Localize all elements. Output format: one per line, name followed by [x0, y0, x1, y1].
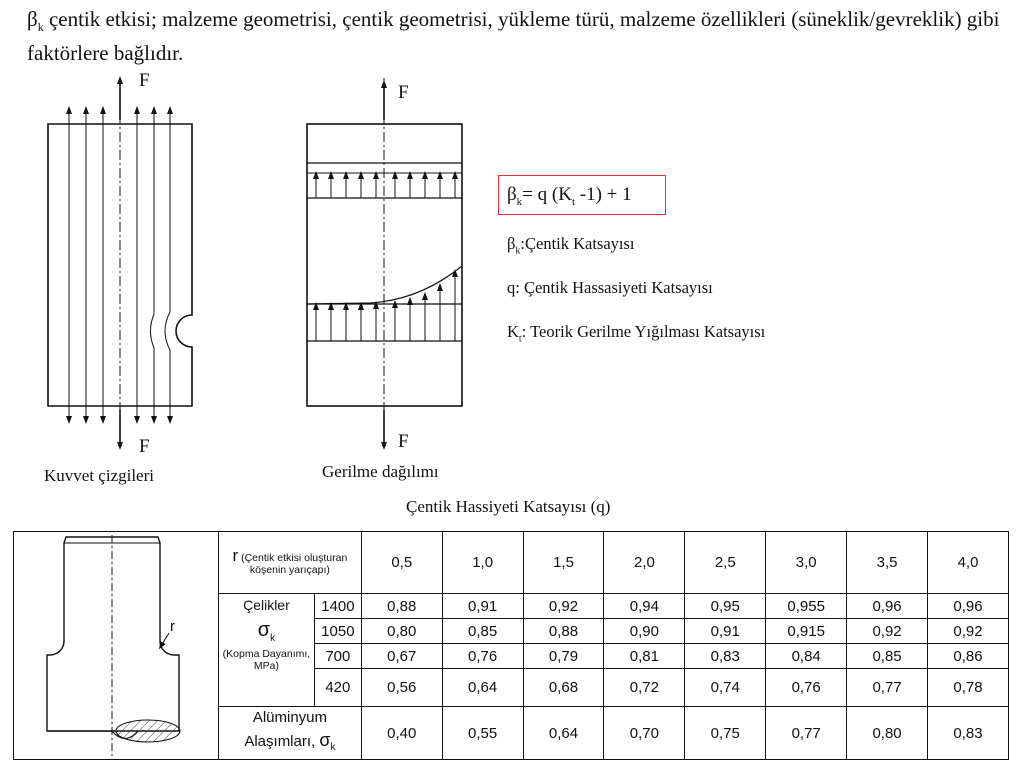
table-cell: 0,96 [928, 594, 1009, 619]
radius-header: 3,0 [766, 532, 847, 594]
table-cell: 0,915 [766, 619, 847, 644]
table-cell: 0,76 [442, 644, 523, 669]
table-cell: 0,70 [604, 707, 685, 760]
shaft-radius-label: r [170, 617, 175, 635]
formula-part-a: = q (K [522, 184, 572, 205]
radius-header-cell [218, 532, 361, 594]
table-cell: 0,78 [928, 669, 1009, 707]
aluminum-label-cell [218, 707, 361, 760]
legend-kt [507, 322, 765, 344]
table-cell: 0,72 [604, 669, 685, 707]
right-force-bottom-label: F [398, 431, 409, 452]
strength-value: 700 [314, 644, 361, 669]
table-cell: 0,88 [361, 594, 442, 619]
strength-note: (Kopma Dayanımı, MPa) [222, 648, 311, 672]
table-cell: 0,77 [766, 707, 847, 760]
table-cell: 0,94 [604, 594, 685, 619]
formula-part-b: -1) + 1 [575, 184, 632, 205]
beta-symbol: β [27, 7, 38, 31]
radius-header: 4,0 [928, 532, 1009, 594]
radius-symbol: r [232, 545, 239, 565]
table-cell: 0,67 [361, 644, 442, 669]
legend-sub: k [515, 245, 521, 257]
table-cell: 0,64 [442, 669, 523, 707]
table-cell: 0,83 [685, 644, 766, 669]
steel-label: Çelikler [243, 597, 290, 613]
table-cell: 0,56 [361, 669, 442, 707]
sigma-symbol: σ [257, 619, 271, 641]
table-cell: 0,76 [766, 669, 847, 707]
legend-text: :Çentik Katsayısı [520, 234, 635, 253]
table-title: Çentik Hassiyeti Katsayısı (q) [406, 497, 611, 516]
intro-text: çentik etkisi; malzeme geometrisi, çentik geometrisi, yükleme türü, malzeme özellikleri (süneklik/gevreklik) gibi faktörlere bağlıdır. [27, 7, 1000, 66]
radius-header: 2,0 [604, 532, 685, 594]
table-cell: 0,68 [523, 669, 604, 707]
table-cell: 0,83 [928, 707, 1009, 760]
notch-sensitivity-table [13, 531, 1009, 760]
table-cell: 0,91 [442, 594, 523, 619]
sigma-subscript: k [270, 633, 276, 644]
radius-header: 1,5 [523, 532, 604, 594]
radius-header: 0,5 [361, 532, 442, 594]
sigma-subscript: k [330, 742, 336, 753]
strength-value: 1050 [314, 619, 361, 644]
formula-beta-sub: k [516, 195, 523, 208]
table-cell: 0,92 [523, 594, 604, 619]
table-cell: 0,80 [847, 707, 928, 760]
stress-distribution-specimen [307, 78, 462, 450]
table-cell: 0,86 [928, 644, 1009, 669]
steel-label-cell [218, 594, 314, 707]
force-lines-specimen [48, 78, 192, 450]
table-cell: 0,79 [523, 644, 604, 669]
table-cell: 0,84 [766, 644, 847, 669]
table-cell: 0,88 [523, 619, 604, 644]
legend-q [507, 278, 713, 298]
table-cell: 0,92 [928, 619, 1009, 644]
table-cell: 0,55 [442, 707, 523, 760]
formula-beta: β [507, 184, 517, 205]
radius-header: 2,5 [685, 532, 766, 594]
right-figure-caption: Gerilme dağılımı [322, 462, 439, 481]
notch-factor-formula [498, 175, 666, 215]
radius-header: 1,0 [442, 532, 523, 594]
legend-beta [507, 234, 635, 256]
left-figure-caption: Kuvvet çizgileri [44, 466, 154, 485]
table-cell: 0,74 [685, 669, 766, 707]
strength-value: 1400 [314, 594, 361, 619]
legend-sub: t [518, 333, 522, 345]
table-cell: 0,40 [361, 707, 442, 760]
aluminum-label-line1: Alüminyum [252, 709, 327, 726]
aluminum-label-line2: Alaşımları, [244, 733, 320, 750]
radius-header: 3,5 [847, 532, 928, 594]
strength-value: 420 [314, 669, 361, 707]
legend-symbol: K [507, 322, 519, 341]
sigma-symbol: σ [319, 730, 331, 750]
left-force-bottom-label: F [139, 436, 150, 457]
formula-kt-sub: t [571, 195, 575, 208]
legend-text: : Çentik Hassasiyeti Katsayısı [515, 278, 713, 297]
right-force-top-label: F [398, 82, 409, 103]
table-cell: 0,80 [361, 619, 442, 644]
legend-symbol: q [507, 278, 516, 297]
table-cell: 0,92 [847, 619, 928, 644]
table-cell: 0,85 [442, 619, 523, 644]
table-header-row [14, 532, 1009, 594]
table-cell: 0,90 [604, 619, 685, 644]
legend-text: : Teorik Gerilme Yığılması Katsayısı [521, 322, 766, 341]
table-cell: 0,64 [523, 707, 604, 760]
table-cell: 0,96 [847, 594, 928, 619]
radius-description: (Çentik etkisi oluşturan köşenin yarıçapı) [238, 551, 348, 576]
left-force-top-label: F [139, 70, 150, 91]
table-cell: 0,91 [685, 619, 766, 644]
beta-subscript: k [37, 20, 44, 35]
legend-symbol: β [507, 234, 516, 253]
table-cell: 0,77 [847, 669, 928, 707]
stepped-shaft-drawing [14, 533, 217, 759]
table-cell: 0,85 [847, 644, 928, 669]
table-cell: 0,75 [685, 707, 766, 760]
shaft-illustration-cell [14, 532, 219, 760]
table-cell: 0,955 [766, 594, 847, 619]
table-cell: 0,95 [685, 594, 766, 619]
table-cell: 0,81 [604, 644, 685, 669]
